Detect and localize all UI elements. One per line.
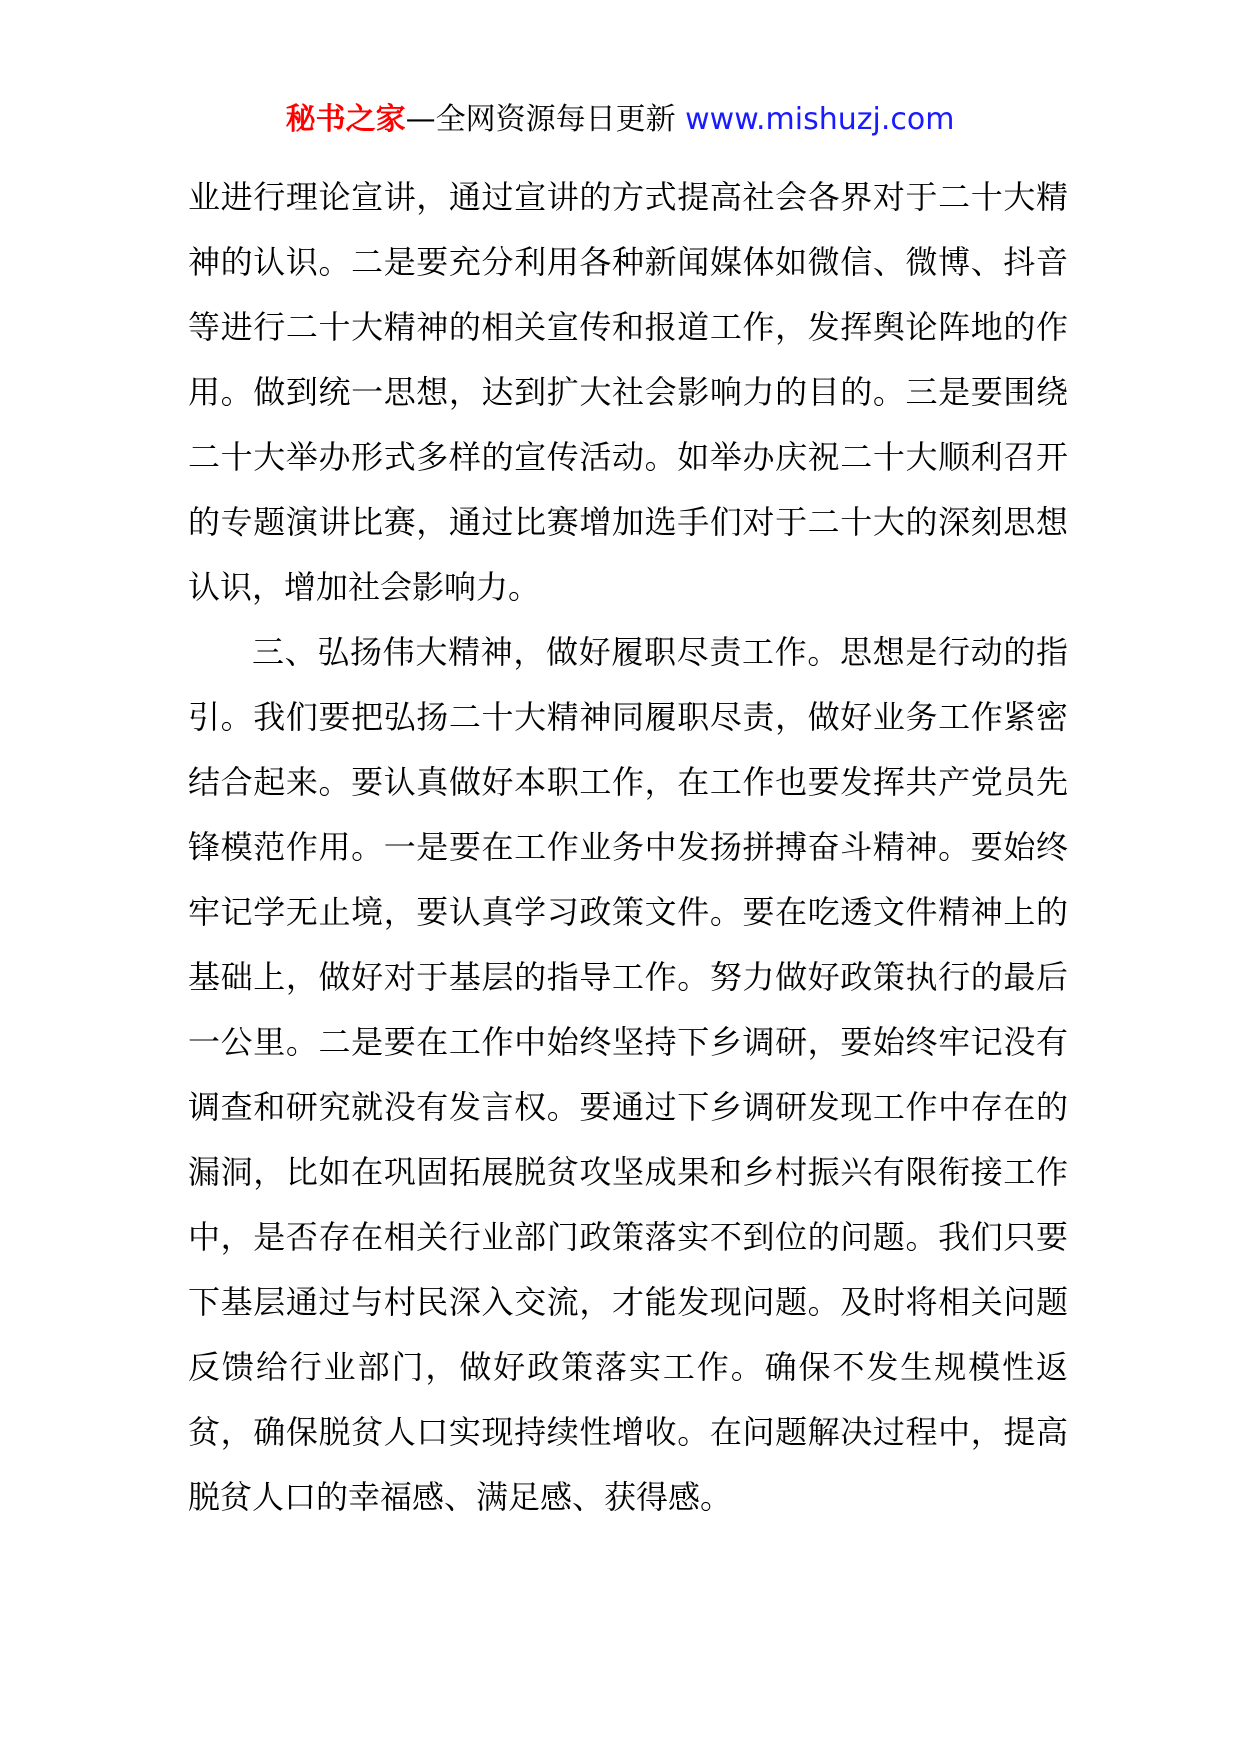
header-site-url[interactable]: www.mishuzj.com	[685, 102, 955, 137]
paragraph-continued: 业进行理论宣讲，通过宣讲的方式提高社会各界对于二十大精神的认识。二是要充分利用各种新闻媒体如微信、微博、抖音等进行二十大精神的相关宣传和报道工作，发挥舆论阵地的作用。做到统一思想，达到扩大社会影响力的目的。三是要围绕二十大举办形式多样的宣传活动。如举办庆祝二十大顺利召开的专题演讲比赛，通过比赛增加选手们对于二十大的深刻思想认识，增加社会影响力。	[188, 178, 1068, 606]
page-header	[0, 100, 1240, 140]
document-body	[188, 165, 1068, 1530]
header-tagline: —全网资源每日更新	[405, 102, 686, 137]
paragraph-section-three: 三、弘扬伟大精神，做好履职尽责工作。思想是行动的指引。我们要把弘扬二十大精神同履职尽责，做好业务工作紧密结合起来。要认真做好本职工作，在工作也要发挥共产党员先锋模范作用。一是要在工作业务中发扬拼搏奋斗精神。要始终牢记学无止境，要认真学习政策文件。要在吃透文件精神上的基础上，做好对于基层的指导工作。努力做好政策执行的最后一公里。二是要在工作中始终坚持下乡调研，要始终牢记没有调查和研究就没有发言权。要通过下乡调研发现工作中存在的漏洞，比如在巩固拓展脱贫攻坚成果和乡村振兴有限衔接工作中，是否存在相关行业部门政策落实不到位的问题。我们只要下基层通过与村民深入交流，才能发现问题。及时将相关问题反馈给行业部门，做好政策落实工作。确保不发生规模性返贫，确保脱贫人口实现持续性增收。在问题解决过程中，提高脱贫人口的幸福感、满足感、获得感。	[188, 633, 1068, 1516]
header-brand: 秘书之家	[285, 102, 406, 137]
